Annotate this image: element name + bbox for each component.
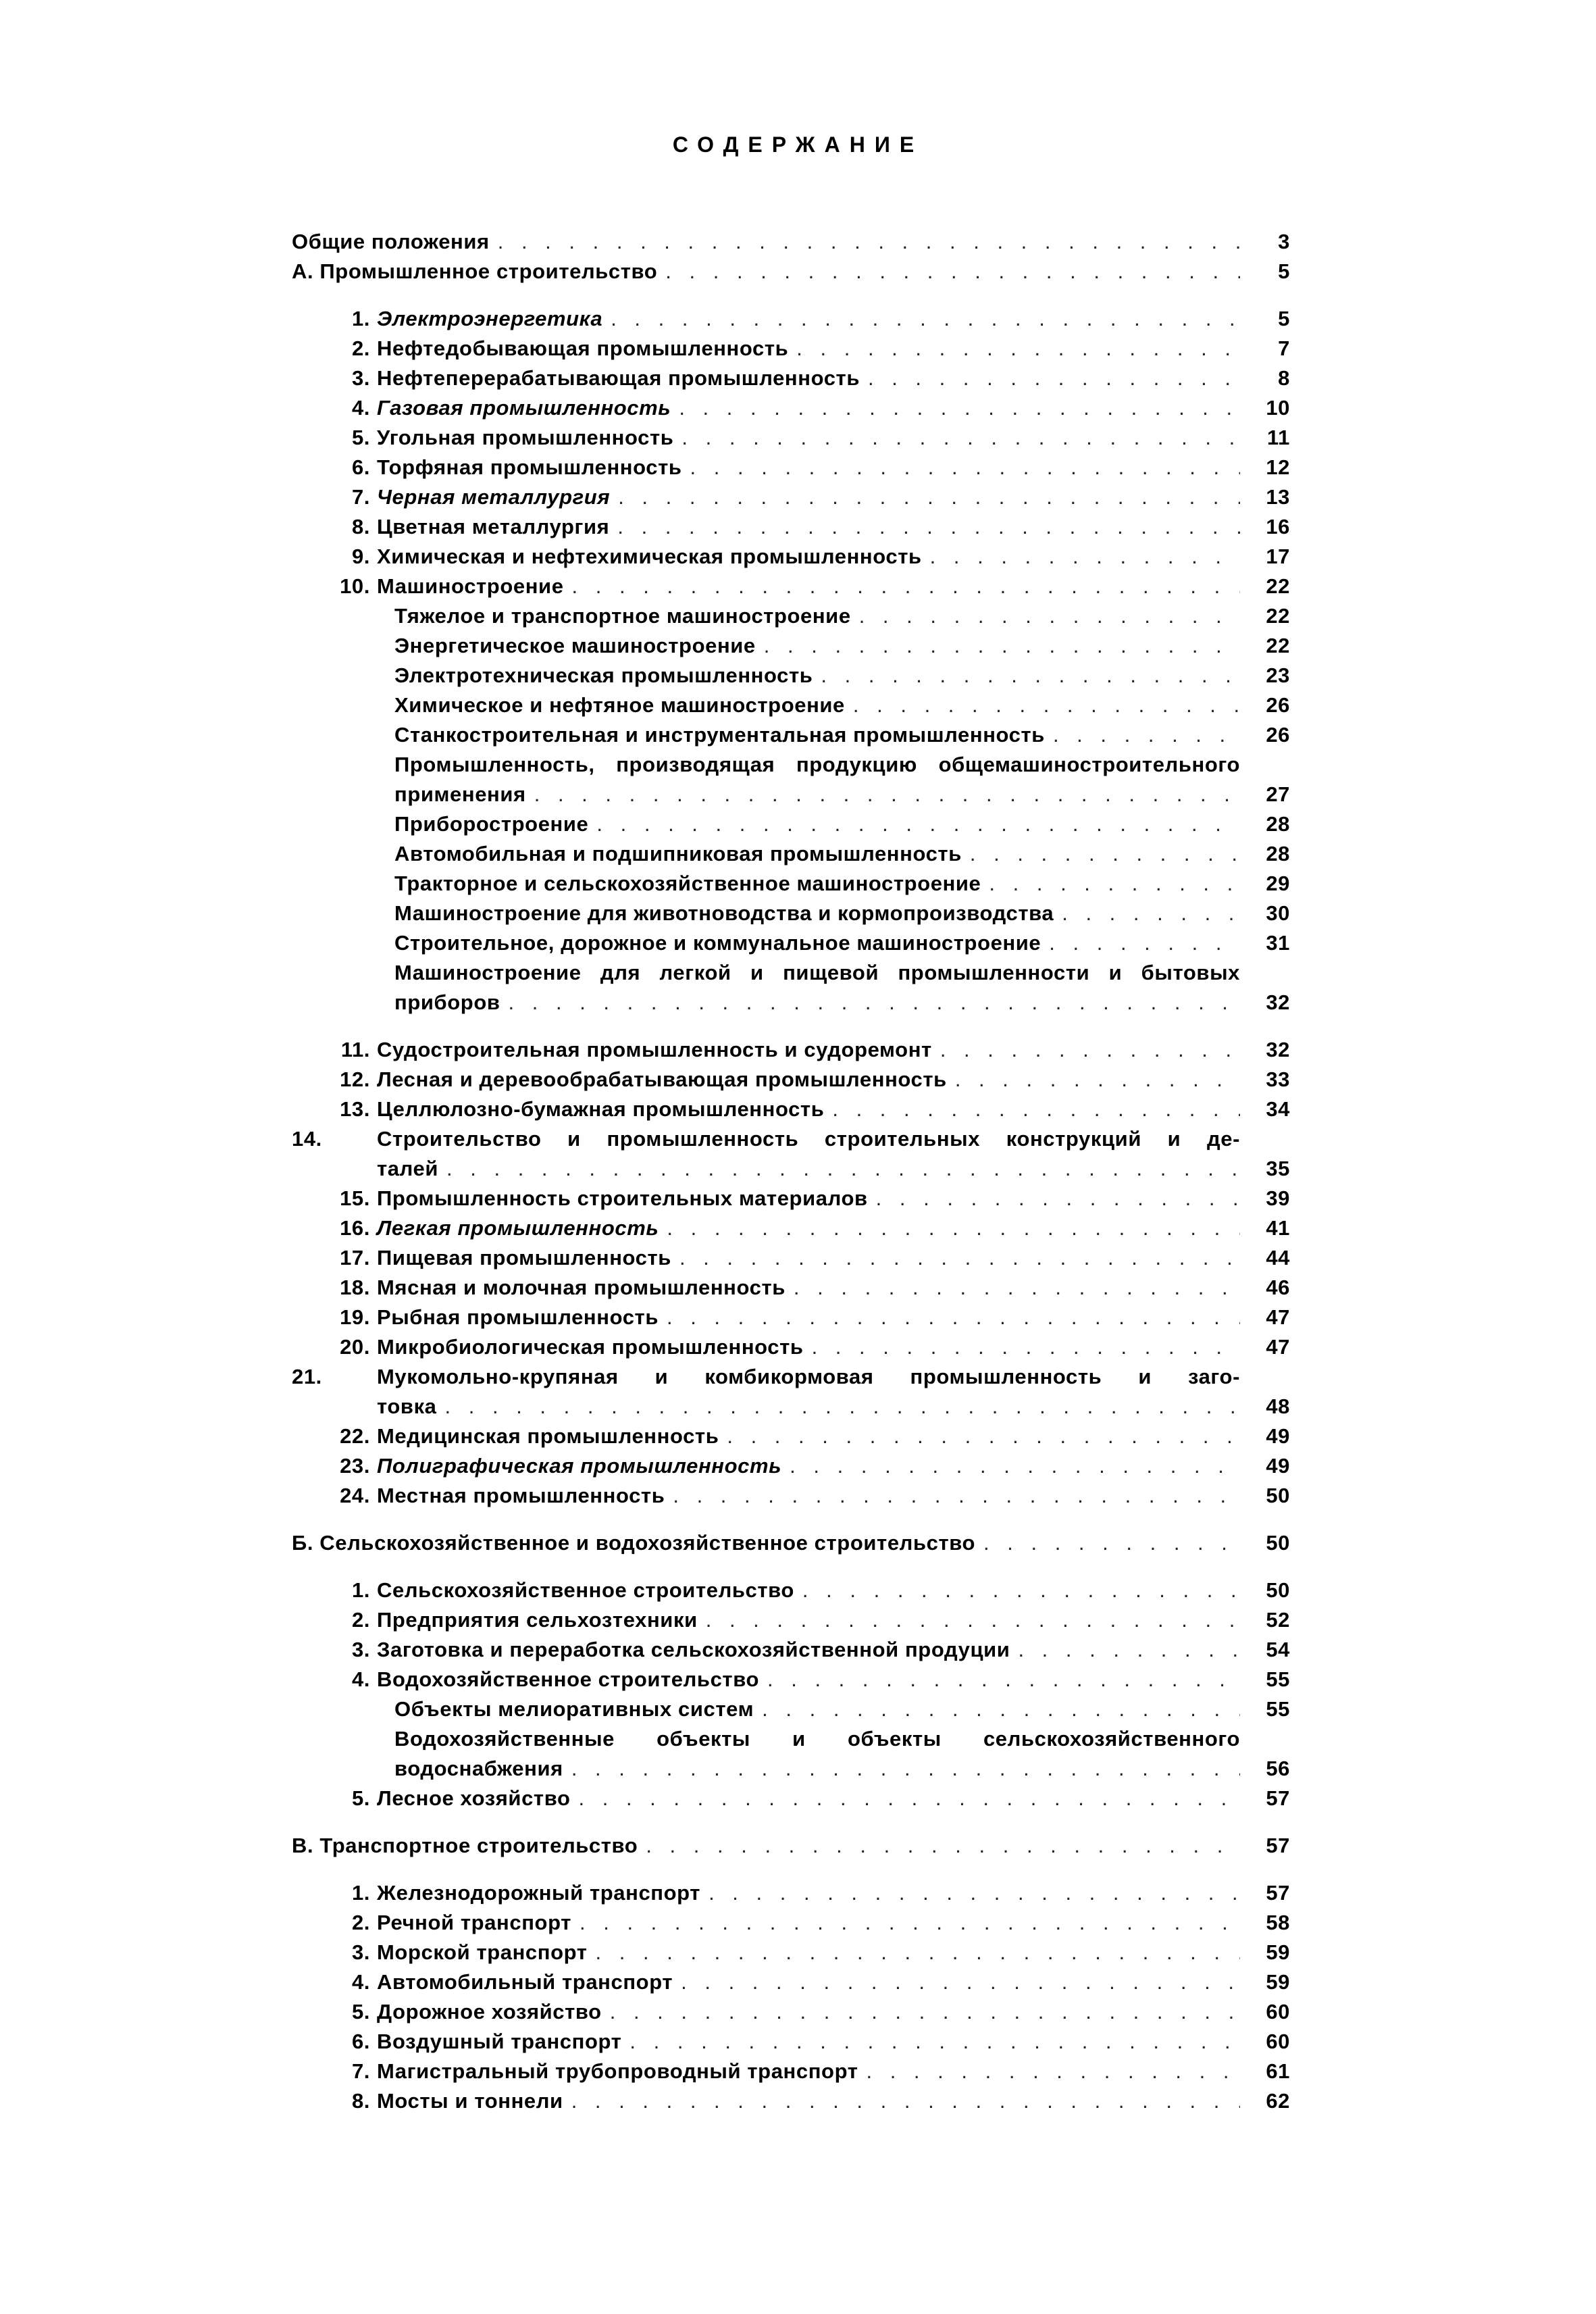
entry-label: Легкая промышленность <box>377 1216 659 1240</box>
toc-entry[interactable] <box>292 1303 1290 1332</box>
entry-number: 7. <box>351 2059 370 2083</box>
dot-leader <box>930 542 1240 572</box>
toc-entry[interactable] <box>292 899 1290 928</box>
dot-leader <box>790 1451 1240 1481</box>
page-number: 59 <box>1266 1940 1290 1964</box>
page-number: 11 <box>1267 426 1290 449</box>
dot-leader <box>498 227 1240 257</box>
page-number: 62 <box>1266 2089 1290 2113</box>
entry-number: 15. <box>340 1186 370 1210</box>
dot-leader <box>794 1273 1240 1303</box>
dot-leader <box>681 1967 1240 1997</box>
dot-leader <box>667 1303 1240 1332</box>
entry-number: 2. <box>351 1911 370 1934</box>
page-number: 57 <box>1266 1834 1290 1857</box>
dot-leader <box>1049 928 1240 958</box>
toc-entry[interactable] <box>292 720 1290 750</box>
page-number: 48 <box>1266 1394 1290 1418</box>
page-number: 50 <box>1266 1578 1290 1602</box>
entry-number: 2. <box>351 1608 370 1632</box>
entry-label: Микробиологическая промышленность <box>377 1335 804 1359</box>
page-number: 55 <box>1266 1667 1290 1691</box>
entry-number: 17. <box>340 1246 370 1269</box>
entry-number: 3. <box>351 1638 370 1661</box>
entry-label: Угольная промышленность <box>377 426 674 449</box>
toc-entry[interactable] <box>292 1065 1290 1095</box>
entry-label: Целлюлозно-бумажная промышленность <box>377 1097 825 1121</box>
entry-label-line: Мукомольно-крупяная и комбикормовая промышленность и заго- <box>377 1365 1240 1388</box>
entry-number: 24. <box>340 1484 370 1507</box>
toc-entry[interactable] <box>292 1724 1290 1784</box>
entry-number: 1. <box>351 1881 370 1905</box>
entry-number: 21. <box>292 1365 322 1388</box>
page-number: 46 <box>1266 1276 1290 1299</box>
entry-label: Лесное хозяйство <box>377 1786 571 1810</box>
dot-leader <box>762 1694 1240 1724</box>
dot-leader <box>989 869 1240 899</box>
entry-label: Промышленность строительных материалов <box>377 1186 868 1210</box>
page-number: 22 <box>1266 634 1290 657</box>
toc-entry[interactable] <box>292 1938 1290 1967</box>
dot-leader <box>681 423 1240 453</box>
dot-leader <box>727 1422 1240 1451</box>
entry-number: 4. <box>351 396 370 420</box>
page-number: 22 <box>1266 604 1290 628</box>
toc-entry[interactable] <box>292 839 1290 869</box>
entry-label: Торфяная промышленность <box>377 455 682 479</box>
page-number: 29 <box>1266 872 1290 895</box>
toc-entry[interactable] <box>292 1095 1290 1124</box>
toc-entry[interactable] <box>292 2086 1290 2116</box>
toc-entry[interactable] <box>292 601 1290 631</box>
page-number: 26 <box>1266 723 1290 747</box>
page-number: 16 <box>1266 515 1290 538</box>
page-number: 32 <box>1266 1038 1290 1061</box>
toc-section[interactable] <box>292 1528 1290 1558</box>
toc-entry[interactable] <box>292 958 1290 1017</box>
dot-leader <box>673 1481 1240 1511</box>
page-number: 56 <box>1266 1757 1290 1780</box>
page-number: 57 <box>1266 1881 1290 1905</box>
entry-label: Общие положения <box>292 230 490 253</box>
dot-leader <box>629 2027 1240 2057</box>
dot-leader <box>618 482 1240 512</box>
entry-label: Магистральный трубопроводный транспорт <box>377 2059 858 2083</box>
dot-leader <box>821 661 1240 690</box>
dot-leader <box>665 257 1240 286</box>
entry-number: 23. <box>340 1454 370 1478</box>
dot-leader <box>509 988 1240 1017</box>
toc-entry[interactable] <box>292 512 1290 542</box>
toc-entry[interactable] <box>292 2057 1290 2086</box>
page-number: 61 <box>1266 2059 1290 2083</box>
entry-label: Рыбная промышленность <box>377 1305 659 1329</box>
entry-label-line: Строительство и промышленность строительных конструкций и де- <box>377 1127 1240 1151</box>
page-number: 49 <box>1266 1454 1290 1478</box>
dot-leader <box>611 304 1240 334</box>
toc-entry[interactable] <box>292 869 1290 899</box>
toc-entry[interactable] <box>292 1784 1290 1813</box>
toc-entry[interactable] <box>292 661 1290 690</box>
entry-number: 3. <box>351 366 370 390</box>
page-title: СОДЕРЖАНИЕ <box>672 132 924 157</box>
page-number: 7 <box>1278 336 1290 360</box>
dot-leader <box>812 1332 1240 1362</box>
page-number: 59 <box>1266 1970 1290 1994</box>
dot-leader <box>610 1997 1240 2027</box>
page-number: 10 <box>1266 396 1290 420</box>
dot-leader <box>572 572 1240 601</box>
dot-leader <box>866 2057 1240 2086</box>
page-number: 55 <box>1266 1697 1290 1721</box>
dot-leader <box>571 2086 1240 2116</box>
dot-leader <box>764 631 1240 661</box>
entry-label: Машиностроение <box>377 574 564 598</box>
dot-leader <box>706 1605 1240 1635</box>
page-number: 5 <box>1278 259 1290 283</box>
entry-label: Пищевая промышленность <box>377 1246 671 1269</box>
page-number: 47 <box>1266 1335 1290 1359</box>
page-number: 17 <box>1266 545 1290 568</box>
entry-number: 18. <box>340 1276 370 1299</box>
entry-label: Нефтеперерабатывающая промышленность <box>377 366 860 390</box>
page-number: 32 <box>1266 990 1290 1014</box>
toc-entry[interactable] <box>292 809 1290 839</box>
entry-number: 20. <box>340 1335 370 1359</box>
entry-label: Электроэнергетика <box>377 307 603 330</box>
entry-number: 7. <box>351 485 370 509</box>
entry-label-line: Промышленность, производящая продукцию общемашиностроительного <box>394 753 1240 776</box>
toc-section[interactable] <box>292 227 1290 257</box>
page-number: 30 <box>1266 901 1290 925</box>
page-number: 28 <box>1266 842 1290 865</box>
dot-leader <box>445 1392 1240 1422</box>
entry-number: 9. <box>351 545 370 568</box>
toc-entry[interactable] <box>292 1273 1290 1303</box>
toc-entry[interactable] <box>292 1124 1290 1184</box>
entry-number: 14. <box>292 1127 322 1151</box>
dot-leader <box>679 393 1240 423</box>
entry-number: 4. <box>351 1970 370 1994</box>
toc-entry[interactable] <box>292 1184 1290 1213</box>
entry-label: Дорожное хозяйство <box>377 2000 602 2023</box>
entry-number: 10. <box>340 574 370 598</box>
dot-leader <box>617 512 1240 542</box>
toc-entry[interactable] <box>292 1481 1290 1511</box>
toc-entry[interactable] <box>292 334 1290 363</box>
entry-label: Сельскохозяйственное строительство <box>377 1578 794 1602</box>
toc-entry[interactable] <box>292 1878 1290 1908</box>
page-number: 22 <box>1266 574 1290 598</box>
entry-label: Станкостроительная и инструментальная промышленность <box>394 723 1045 747</box>
entry-number: 11. <box>340 1038 370 1061</box>
entry-label: Тяжелое и транспортное машиностроение <box>394 604 851 628</box>
entry-label: Цветная металлургия <box>377 515 610 538</box>
dot-leader <box>940 1035 1240 1065</box>
entry-label: В. Транспортное строительство <box>292 1834 638 1857</box>
entry-number: 6. <box>351 455 370 479</box>
dot-leader <box>802 1576 1240 1605</box>
entry-label: А. Промышленное строительство <box>292 259 658 283</box>
entry-label: Речной транспорт <box>377 1911 571 1934</box>
toc-entry[interactable] <box>292 542 1290 572</box>
entry-label: водоснабжения <box>394 1757 563 1780</box>
entry-label: Водохозяйственное строительство <box>377 1667 759 1691</box>
dot-leader <box>767 1665 1240 1694</box>
toc-entry[interactable] <box>292 1967 1290 1997</box>
entry-label: Полиграфическая промышленность <box>377 1454 782 1478</box>
entry-label: Мосты и тоннели <box>377 2089 563 2113</box>
entry-number: 8. <box>351 2089 370 2113</box>
entry-label: Энергетическое машиностроение <box>394 634 756 657</box>
entry-number: 1. <box>351 1578 370 1602</box>
page-number: 52 <box>1266 1608 1290 1632</box>
dot-leader <box>709 1878 1240 1908</box>
toc-entry[interactable] <box>292 1635 1290 1665</box>
page-number: 50 <box>1266 1484 1290 1507</box>
entry-label: Черная металлургия <box>377 485 611 509</box>
dot-leader <box>646 1831 1240 1861</box>
page-number: 3 <box>1278 230 1290 253</box>
dot-leader <box>1062 899 1240 928</box>
entry-number: 5. <box>351 426 370 449</box>
toc-entry[interactable] <box>292 1997 1290 2027</box>
entry-label: Объекты мелиоративных систем <box>394 1697 754 1721</box>
dot-leader <box>596 809 1240 839</box>
page-number: 57 <box>1266 1786 1290 1810</box>
toc-entry[interactable] <box>292 750 1290 809</box>
entry-label: Газовая промышленность <box>377 396 671 420</box>
toc-entry[interactable] <box>292 572 1290 601</box>
entry-label: Железнодорожный транспорт <box>377 1881 701 1905</box>
table-of-contents <box>292 227 1290 2116</box>
entry-label: Предприятия сельхозтехники <box>377 1608 698 1632</box>
toc-entry[interactable] <box>292 1422 1290 1451</box>
page-number: 49 <box>1266 1424 1290 1448</box>
entry-label-line: Водохозяйственные объекты и объекты сельскохозяйственного <box>394 1727 1240 1751</box>
dot-leader <box>1018 1635 1240 1665</box>
toc-entry[interactable] <box>292 928 1290 958</box>
entry-label: Воздушный транспорт <box>377 2030 622 2053</box>
dot-leader <box>446 1154 1240 1184</box>
toc-entry[interactable] <box>292 690 1290 720</box>
dot-leader <box>1053 720 1240 750</box>
entry-label: Б. Сельскохозяйственное и водохозяйственное строительство <box>292 1531 976 1555</box>
entry-label: Автомобильный транспорт <box>377 1970 673 1994</box>
page-number: 58 <box>1266 1911 1290 1934</box>
toc-entry[interactable] <box>292 423 1290 453</box>
page-number: 35 <box>1266 1157 1290 1180</box>
dot-leader <box>970 839 1240 869</box>
page-number: 60 <box>1266 2000 1290 2023</box>
toc-entry[interactable] <box>292 1605 1290 1635</box>
dot-leader <box>690 453 1240 482</box>
toc-entry[interactable] <box>292 1694 1290 1724</box>
entry-label: приборов <box>394 990 500 1014</box>
entry-number: 5. <box>351 1786 370 1810</box>
entry-label: Местная промышленность <box>377 1484 665 1507</box>
page-number: 60 <box>1266 2030 1290 2053</box>
toc-entry[interactable] <box>292 1035 1290 1065</box>
entry-number: 4. <box>351 1667 370 1691</box>
toc-entry[interactable] <box>292 1665 1290 1694</box>
entry-number: 13. <box>340 1097 370 1121</box>
page-number: 8 <box>1278 366 1290 390</box>
page-number: 44 <box>1266 1246 1290 1269</box>
entry-label: Строительное, дорожное и коммунальное машиностроение <box>394 931 1041 955</box>
page-number: 5 <box>1278 307 1290 330</box>
toc-entry[interactable] <box>292 393 1290 423</box>
page-number: 34 <box>1266 1097 1290 1121</box>
entry-number: 5. <box>351 2000 370 2023</box>
entry-number: 16. <box>340 1216 370 1240</box>
toc-entry[interactable] <box>292 304 1290 334</box>
page-number: 31 <box>1266 931 1290 955</box>
toc-entry[interactable] <box>292 1213 1290 1243</box>
dot-leader <box>983 1528 1240 1558</box>
entry-label-line: Машиностроение для легкой и пищевой промышленности и бытовых <box>394 961 1240 984</box>
dot-leader <box>876 1184 1240 1213</box>
entry-label: Тракторное и сельскохозяйственное машиностроение <box>394 872 981 895</box>
dot-leader <box>571 1754 1240 1784</box>
toc-section[interactable] <box>292 1831 1290 1861</box>
page-number: 23 <box>1266 663 1290 687</box>
entry-number: 2. <box>351 336 370 360</box>
toc-entry[interactable] <box>292 1908 1290 1938</box>
toc-entry[interactable] <box>292 631 1290 661</box>
dot-leader <box>796 334 1240 363</box>
page-number: 33 <box>1266 1067 1290 1091</box>
dot-leader <box>579 1784 1241 1813</box>
entry-number: 12. <box>340 1067 370 1091</box>
toc-entry[interactable] <box>292 2027 1290 2057</box>
dot-leader <box>667 1213 1240 1243</box>
toc-entry[interactable] <box>292 363 1290 393</box>
toc-entry[interactable] <box>292 453 1290 482</box>
page-number: 41 <box>1266 1216 1290 1240</box>
entry-label: Мясная и молочная промышленность <box>377 1276 786 1299</box>
entry-label: товка <box>377 1394 437 1418</box>
dot-leader <box>832 1095 1240 1124</box>
entry-number: 19. <box>340 1305 370 1329</box>
entry-label: Электротехническая промышленность <box>394 663 813 687</box>
page-number: 27 <box>1266 782 1290 806</box>
page-number: 47 <box>1266 1305 1290 1329</box>
toc-section[interactable] <box>292 257 1290 286</box>
toc-entry[interactable] <box>292 1362 1290 1422</box>
entry-label: Лесная и деревообрабатывающая промышленность <box>377 1067 947 1091</box>
entry-label: Заготовка и переработка сельскохозяйственной продуции <box>377 1638 1010 1661</box>
dot-leader <box>868 363 1240 393</box>
page-number: 28 <box>1266 812 1290 836</box>
entry-label: применения <box>394 782 526 806</box>
dot-leader <box>859 601 1240 631</box>
dot-leader <box>596 1938 1240 1967</box>
entry-label: Медицинская промышленность <box>377 1424 719 1448</box>
toc-entry[interactable] <box>292 1576 1290 1605</box>
dot-leader <box>853 690 1240 720</box>
entry-label: Химическое и нефтяное машиностроение <box>394 693 845 717</box>
toc-entry[interactable] <box>292 1332 1290 1362</box>
toc-entry[interactable] <box>292 1243 1290 1273</box>
page-number: 26 <box>1266 693 1290 717</box>
entry-number: 6. <box>351 2030 370 2053</box>
entry-number: 22. <box>340 1424 370 1448</box>
entry-label: Судостроительная промышленность и судоремонт <box>377 1038 932 1061</box>
entry-label: Нефтедобывающая промышленность <box>377 336 789 360</box>
entry-label: талей <box>377 1157 439 1180</box>
page-number: 54 <box>1266 1638 1290 1661</box>
toc-entry[interactable] <box>292 482 1290 512</box>
page-number: 39 <box>1266 1186 1290 1210</box>
entry-label: Морской транспорт <box>377 1940 588 1964</box>
page-number: 13 <box>1266 485 1290 509</box>
entry-label: Автомобильная и подшипниковая промышленность <box>394 842 962 865</box>
dot-leader <box>679 1243 1240 1273</box>
page-number: 50 <box>1266 1531 1290 1555</box>
page-number: 12 <box>1266 455 1290 479</box>
dot-leader <box>955 1065 1240 1095</box>
entry-number: 8. <box>351 515 370 538</box>
dot-leader <box>534 780 1240 809</box>
dot-leader <box>580 1908 1240 1938</box>
entry-label: Химическая и нефтехимическая промышленность <box>377 545 922 568</box>
entry-label: Машиностроение для животноводства и кормопроизводства <box>394 901 1054 925</box>
toc-entry[interactable] <box>292 1451 1290 1481</box>
entry-number: 1. <box>351 307 370 330</box>
entry-label: Приборостроение <box>394 812 589 836</box>
entry-number: 3. <box>351 1940 370 1964</box>
